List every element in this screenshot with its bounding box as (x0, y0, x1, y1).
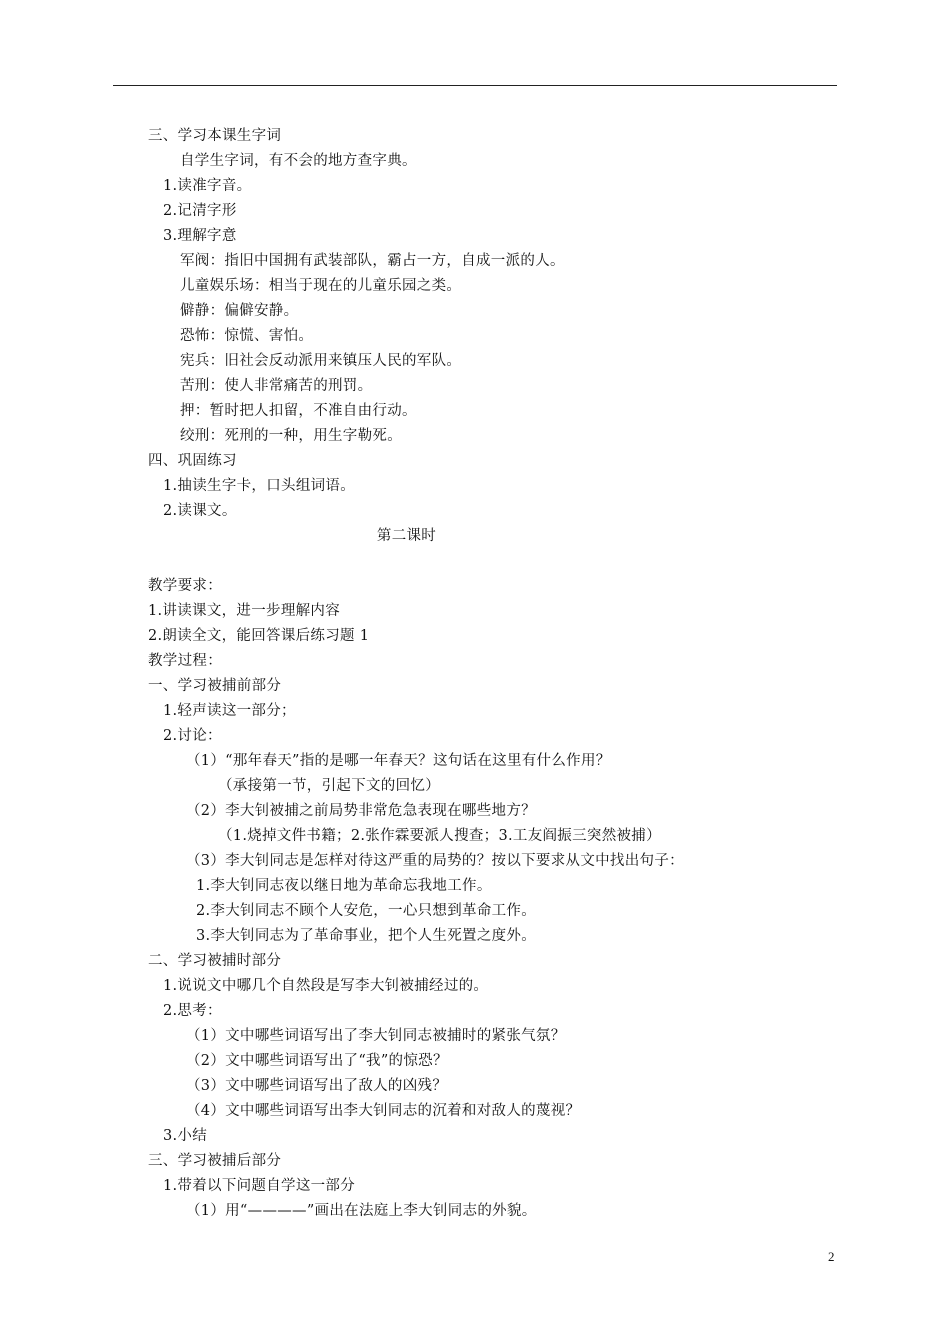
section-heading-3b: 三、学习被捕后部分 (148, 1153, 282, 1169)
definition-line: 军阀：指旧中国拥有武装部队，霸占一方，自成一派的人。 (180, 253, 565, 269)
section-heading-1: 一、学习被捕前部分 (148, 678, 282, 694)
list-item: 1.轻声读这一部分； (163, 703, 296, 719)
list-item: 2.讨论： (163, 728, 222, 744)
header-rule (113, 85, 837, 86)
text-line: 自学生字词，有不会的地方查字典。 (180, 153, 417, 169)
question-line: （3）李大钊同志是怎样对待这严重的局势的？按以下要求从文中找出句子： (186, 853, 684, 869)
page-number: 2 (828, 1249, 835, 1264)
list-item: 2.记清字形 (163, 203, 237, 219)
section-heading-3: 三、学习本课生字词 (148, 128, 282, 144)
definition-line: 绞刑：死刑的一种，用生字勒死。 (180, 428, 402, 444)
question-line: （1）用“————”画出在法庭上李大钊同志的外貌。 (186, 1203, 537, 1219)
list-item: 1.带着以下问题自学这一部分 (163, 1178, 356, 1194)
definition-line: 苦刑：使人非常痛苦的刑罚。 (180, 378, 373, 394)
section-heading-4: 四、巩固练习 (148, 453, 237, 469)
question-line: （3）文中哪些词语写出了敌人的凶残？ (186, 1078, 448, 1094)
list-item: 3.小结 (163, 1128, 208, 1144)
definition-line: 僻静：偏僻安静。 (180, 303, 299, 319)
question-line: （2）文中哪些词语写出了“我”的惊恐？ (186, 1053, 448, 1069)
question-line: （1）文中哪些词语写出了李大钊同志被捕时的紧张气氛？ (186, 1028, 566, 1044)
question-line: （1）“那年春天”指的是哪一年春天？这句话在这里有什么作用？ (186, 753, 611, 769)
list-item: 3.理解字意 (163, 228, 237, 244)
list-item: 1.说说文中哪几个自然段是写李大钊被捕经过的。 (163, 978, 489, 994)
list-item: 2.思考： (163, 1003, 222, 1019)
definition-line: 押：暂时把人扣留，不准自由行动。 (180, 403, 417, 419)
section-heading-2: 二、学习被捕时部分 (148, 953, 282, 969)
subheading: 教学要求： (148, 578, 222, 594)
definition-line: 儿童娱乐场：相当于现在的儿童乐园之类。 (180, 278, 462, 294)
answer-line: （1.烧掉文件书籍；2.张作霖要派人搜查；3.工友阎振三突然被捕） (218, 828, 661, 844)
list-item: 1.李大钊同志夜以继日地为革命忘我地工作。 (196, 878, 492, 894)
answer-line: （承接第一节，引起下文的回忆） (218, 778, 440, 794)
question-line: （4）文中哪些词语写出李大钊同志的沉着和对敌人的蔑视？ (186, 1103, 581, 1119)
list-item: 1.讲读课文，进一步理解内容 (148, 603, 341, 619)
list-item: 1.抽读生字卡，口头组词语。 (163, 478, 356, 494)
list-item: 2.朗读全文，能回答课后练习题 1 (148, 628, 370, 644)
question-line: （2）李大钊被捕之前局势非常危急表现在哪些地方？ (186, 803, 536, 819)
lesson-title: 第二课时 (376, 528, 437, 544)
list-item: 3.李大钊同志为了革命事业，把个人生死置之度外。 (196, 928, 537, 944)
list-item: 2.李大钊同志不顾个人安危，一心只想到革命工作。 (196, 903, 537, 919)
list-item: 1.读准字音。 (163, 178, 252, 194)
definition-line: 恐怖：惊慌、害怕。 (180, 328, 314, 344)
subheading: 教学过程： (148, 653, 222, 669)
definition-line: 宪兵：旧社会反动派用来镇压人民的军队。 (180, 353, 462, 369)
list-item: 2.读课文。 (163, 503, 237, 519)
